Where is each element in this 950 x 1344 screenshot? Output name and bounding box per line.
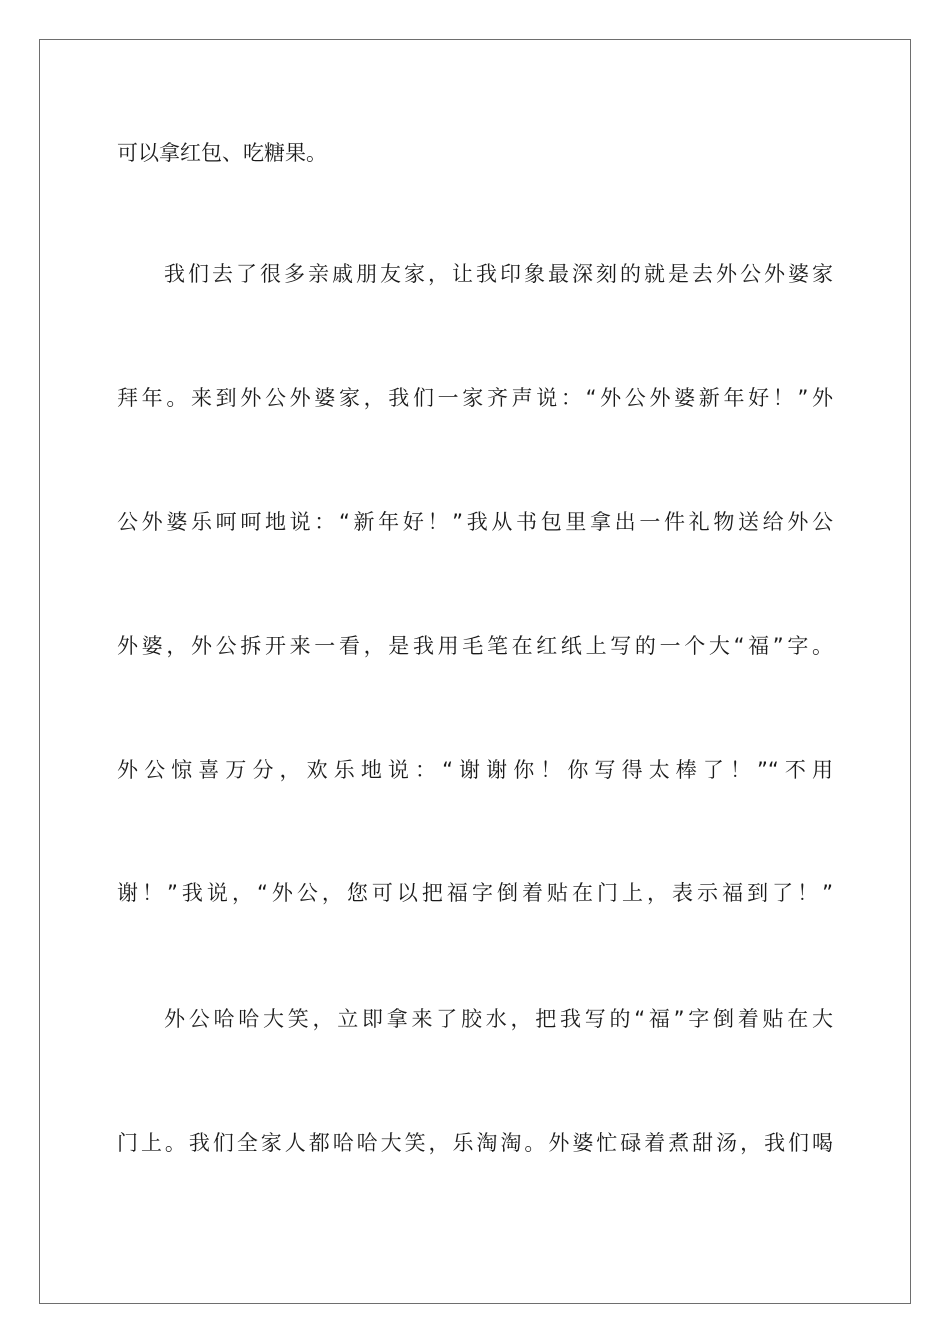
paragraph-line: 外公哈哈大笑，立即拿来了胶水，把我写的“福”字倒着贴在大 <box>164 1007 833 1031</box>
paragraph-line: 可以拿红包、吃糖果。 <box>117 141 327 165</box>
paragraph-line: 外公惊喜万分，欢乐地说：“谢谢你！你写得太棒了！”“不用 <box>117 758 833 782</box>
page-border <box>39 39 911 1304</box>
paragraph-line: 我们去了很多亲戚朋友家，让我印象最深刻的就是去外公外婆家 <box>164 262 833 286</box>
paragraph-line: 门上。我们全家人都哈哈大笑，乐淘淘。外婆忙碌着煮甜汤，我们喝 <box>117 1131 833 1155</box>
paragraph-line: 谢！”我说，“外公，您可以把福字倒着贴在门上，表示福到了！” <box>117 881 833 905</box>
paragraph-line: 外婆，外公拆开来一看，是我用毛笔在红纸上写的一个大“福”字。 <box>117 634 833 658</box>
paragraph-line: 拜年。来到外公外婆家，我们一家齐声说：“外公外婆新年好！”外 <box>117 386 833 410</box>
paragraph-line: 公外婆乐呵呵地说：“新年好！”我从书包里拿出一件礼物送给外公 <box>117 510 833 534</box>
